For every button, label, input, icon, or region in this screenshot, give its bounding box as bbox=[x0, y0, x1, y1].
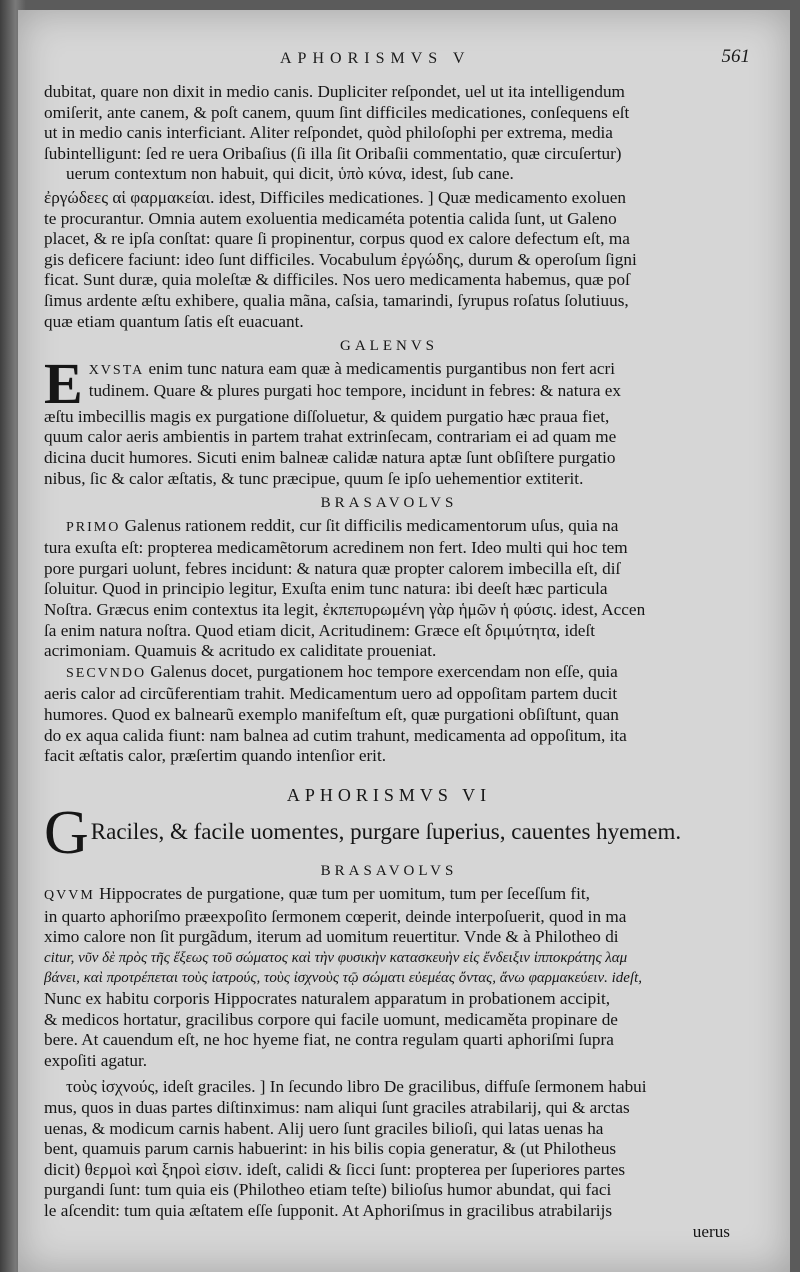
text-line: aeris calor ad circũferentiam trahit. Medicamentum uero ad oppoſitam partem ducit bbox=[44, 684, 618, 704]
lead-word: QVVM bbox=[44, 888, 95, 903]
text-line: bent, quamuis parum carnis habuerint: in his bilis copia generatur, & (ut Philotheus bbox=[44, 1139, 617, 1159]
text-line: expoſiti agatur. bbox=[44, 1050, 148, 1070]
text-line: dubitat, quare non dixit in medio canis. Dupliciter reſpondet, uel ut ita intelligendum bbox=[44, 82, 625, 101]
text-line: Nunc ex habitu corporis Hippocrates naturalem apparatum in probationem accipit, bbox=[44, 988, 611, 1008]
aphorism-line: Raciles, & facile uomentes, purgare ſuperius, cauentes hyemem. bbox=[90, 819, 682, 845]
text-line: humores. Quod ex balnearũ exemplo manifeſtum eſt, quæ purgationi obſiſtunt, quan bbox=[44, 705, 619, 725]
text-line: Galenus docet, purgationem hoc tempore exercendam non eſſe, quia bbox=[146, 661, 618, 681]
section-heading-brasavolus-2: BRASAVOLVS bbox=[320, 863, 458, 880]
text-line: in quarto aphoriſmo præexpoſito ſermonem cœperit, deinde interpoſuerit, quod in ma bbox=[44, 906, 627, 926]
galenus-paragraph bbox=[44, 350, 734, 489]
text-line: enim tunc natura eam quæ à medicamentis purgantibus non fert acri bbox=[144, 358, 616, 378]
text-line: Hippocrates de purgatione, quæ tum per uomitum, tum per ſeceſſum fit, bbox=[94, 884, 590, 903]
page-number: 561 bbox=[721, 46, 750, 67]
text-line: le aſcendit: tum quia æſtatem eſſe ſupponit. At Aphoriſmus in gracilibus atrabilarijs bbox=[44, 1200, 613, 1220]
catchword: uerus bbox=[692, 1221, 730, 1241]
section-heading-aphorismus-6: APHORISMVS VI bbox=[286, 784, 492, 805]
running-head-title: APHORISMVS V bbox=[280, 50, 471, 67]
text-line: ſoluitur. Quod in principio legitur, Exuſta enim tunc natura: ibi deeſt hæc particula bbox=[44, 579, 608, 599]
section-heading-brasavolus: BRASAVOLVS bbox=[320, 495, 458, 512]
text-line: ximo calore non ſit purgãdum, iterum ad uomitum reuertitur. Vnde & à Philotheo di bbox=[44, 927, 619, 947]
text-line: quæ etiam quantum ſatis eſt euacuant. bbox=[44, 311, 304, 331]
secundo-paragraph bbox=[44, 662, 734, 767]
commentary-paragraph-1 bbox=[44, 82, 734, 185]
text-line: τοὺς ἰσχνούς, ideſt graciles. ] In ſecundo libro De gracilibus, diffuſe ſermonem habui bbox=[66, 1077, 647, 1097]
text-line: pore purgari uolunt, febres incidunt: & natura quæ propter calorem imbecilla eſt, diſ bbox=[44, 558, 621, 578]
text-line: ut in medio canis interficiant. Aliter reſpondet, quòd philoſophi per extrema, media bbox=[44, 123, 613, 143]
quum-paragraph bbox=[44, 884, 734, 1071]
text-line: dicina ducit humores. Sicuti enim balneæ calidæ natura aptæ ſunt obſiſtere purgatio bbox=[44, 447, 616, 467]
text-line: bere. At cauendum eſt, ne hoc hyeme fiat, ne contra regulam quarti aphoriſmi ſupra bbox=[44, 1030, 614, 1050]
text-line: te procurantur. Omnia autem exoluentia medicaméta potentia calida ſunt, ut Galeno bbox=[44, 208, 617, 228]
text-line: placet, & re ipſa conſtat: quare ſi propinentur, corpus quod ex calore defectum eſt, ma bbox=[44, 229, 630, 249]
text-line: ſa enim natura noſtra. Quod etiam dicit, Acritudinem: Græce eſt δριμύτητα, ideſt bbox=[44, 620, 595, 640]
running-head bbox=[230, 46, 750, 72]
lead-word: PRIMO bbox=[66, 519, 121, 535]
text-line: nibus, ſic & calor æſtatis, & tunc præcipue, quum ſe ipſo uehementior extiterit. bbox=[44, 468, 584, 488]
text-line: βάνει, καὶ προτρέπεται τοὺς ἰατρούς, τοὺς ἰσχνοὺς τῷ σώματι εὐεμέας ὄντας, ἄνω φαρμακεύειν. ideſt, bbox=[44, 970, 643, 987]
text-line: ἐργώδεες αἱ φαρμακείαι. idest, Difficiles medicationes. ] Quæ medicamento exoluen bbox=[44, 187, 627, 207]
commentary-paragraph-2 bbox=[44, 188, 734, 332]
text-line: ficat. Sunt duræ, quia moleſtæ & difficiles. Nos uero medicamenta habemus, quæ poſ bbox=[44, 270, 630, 290]
text-line: tudinem. Quare & plures purgati hoc tempore, incidunt in febres: & natura ex bbox=[88, 381, 622, 401]
aphorism-text bbox=[44, 799, 734, 868]
drop-cap-g: G bbox=[44, 799, 89, 868]
text-line: tura exuſta eſt: propterea medicamẽtorum acredinem non fert. Ideo multi qui hoc tem bbox=[44, 538, 628, 558]
lead-word: XVSTA bbox=[88, 362, 145, 378]
text-line: dicit) θερμοὶ καὶ ξηροὶ εἰσιν. ideſt, calidi & ſicci ſunt: propterea per ſuperiores partes bbox=[44, 1159, 626, 1179]
text-line: acrimoniam. Quamuis & acritudo ex caliditate proueniat. bbox=[44, 641, 437, 661]
text-line: facit æſtatis calor, præſertim quando intenſior erit. bbox=[44, 746, 387, 766]
text-line: do ex aqua calida fiunt: nam balnea ad cutim trahunt, medicamenta ad oppoſitum, ita bbox=[44, 725, 627, 745]
text-line: mus, quos in duas partes diſtinximus: nam aliqui ſunt graciles atrabilarij, qui & arctas bbox=[44, 1097, 630, 1117]
text-line: Noſtra. Græcus enim contextus ita legit, ἐκπεπυρωμένη γὰρ ἡμῶν ἡ φύσις. idest, Accen bbox=[44, 600, 646, 620]
text-line: uerum contextum non habuit, qui dicit, ὑπὸ κύνα, idest, ſub cane. bbox=[66, 164, 514, 184]
page-text bbox=[44, 82, 734, 1242]
text-line: citur, νῦν δὲ πρὸς τῆς ἕξεως τοῦ σώματος καὶ τὴν φυσικὴν κατασκευὴν εἰς ἔνδειξιν ἱπποκράτης λαμ bbox=[44, 949, 628, 966]
text-line: æſtu imbecillis magis ex purgatione diſſoluetur, & quidem purgatio hæc praua fiet, bbox=[44, 406, 610, 426]
text-line: & medicos hortatur, gracilibus corpore qui facile uomunt, medicaměta propinare de bbox=[44, 1009, 618, 1029]
text-line: quum calor aeris ambientis in partem trahat extrinſecam, contrariam ei ad quam me bbox=[44, 427, 617, 447]
primo-paragraph bbox=[44, 516, 734, 662]
text-line: uenas, & modicum carnis habent. Alij uero ſunt graciles bilioſi, qui latas uenas ha bbox=[44, 1118, 604, 1138]
text-line: omiſerit, ante canem, & poſt canem, quum ſint difficiles medicationes, conſequens eſt bbox=[44, 102, 630, 122]
text-line: purgandi ſunt: tum quia eis (Philotheo etiam teſte) bilioſus humor abundat, qui faci bbox=[44, 1180, 612, 1200]
text-line: ſubintelligunt: ſed re uera Oribaſius (ſi illa ſit Oribaſii commentatio, quæ circuſertur) bbox=[44, 143, 622, 163]
lead-word: SECVNDO bbox=[66, 665, 147, 681]
graciles-paragraph bbox=[44, 1077, 734, 1221]
text-line: gis deficere faciunt: ideo ſunt difficiles. Vocabulum ἐργώδης, durum & operoſum ſigni bbox=[44, 249, 637, 269]
text-line: ſimus ardente æſtu exhibere, qualia mãna, caſsia, tamarindi, ſyrupus roſatus ſolutiuus, bbox=[44, 290, 629, 310]
drop-cap-e: E bbox=[44, 350, 83, 416]
section-heading-galenus: GALENVS bbox=[340, 338, 438, 355]
text-line: Galenus rationem reddit, cur ſit difficilis medicamentorum uſus, quia na bbox=[120, 515, 619, 535]
